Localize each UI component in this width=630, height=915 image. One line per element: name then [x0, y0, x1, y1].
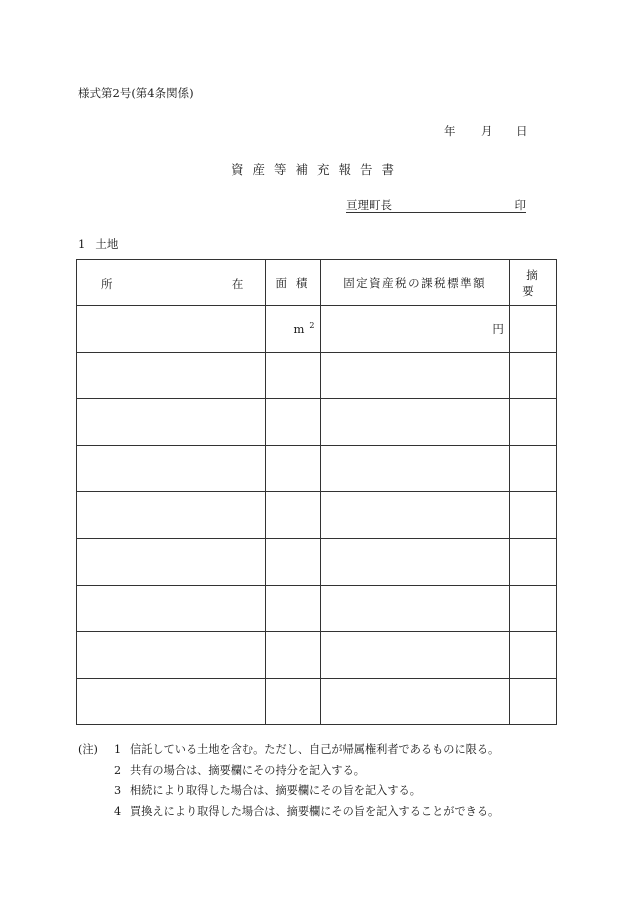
- table-row: [77, 538, 557, 585]
- table-row: [77, 306, 557, 353]
- area-cell[interactable]: [266, 538, 320, 585]
- form-number: 様式第2号(第4条関係): [78, 86, 194, 100]
- area-cell[interactable]: [266, 445, 320, 492]
- tax-base-cell[interactable]: [320, 585, 509, 632]
- area-cell[interactable]: [266, 632, 320, 679]
- note-text: 信託している土地を含む。ただし、自己が帰属権利者であるものに限る。: [130, 743, 500, 756]
- document-title: 資産等補充報告書: [230, 162, 403, 177]
- note-cell[interactable]: [509, 538, 556, 585]
- header-location: [77, 260, 266, 306]
- tax-base-cell[interactable]: [320, 445, 509, 492]
- area-cell[interactable]: [266, 352, 320, 399]
- area-unit: [294, 322, 315, 336]
- note-cell[interactable]: [509, 352, 556, 399]
- table-row: [77, 585, 557, 632]
- location-cell[interactable]: [77, 538, 266, 585]
- location-cell[interactable]: [77, 678, 266, 725]
- tax-base-cell[interactable]: [320, 352, 509, 399]
- header-area: [266, 260, 320, 306]
- tax-base-unit: 円: [492, 321, 504, 336]
- area-cell[interactable]: [266, 492, 320, 539]
- table-row: [77, 678, 557, 725]
- table-row: [77, 492, 557, 539]
- header-note: [509, 260, 556, 306]
- note-item: [78, 740, 499, 761]
- location-cell[interactable]: [77, 306, 266, 353]
- note-text: 相続により取得した場合は、摘要欄にその旨を記入する。: [130, 784, 421, 797]
- section-number: 1: [78, 237, 86, 251]
- location-cell[interactable]: [77, 352, 266, 399]
- tax-base-cell[interactable]: [320, 538, 509, 585]
- header-location-a: 所: [101, 277, 113, 291]
- tax-base-cell[interactable]: [320, 492, 509, 539]
- header-area-label: 面積: [275, 275, 317, 290]
- table-row: [77, 632, 557, 679]
- note-cell[interactable]: [509, 678, 556, 725]
- area-cell[interactable]: [266, 678, 320, 725]
- note-cell[interactable]: [509, 632, 556, 679]
- header-note-label: 摘要: [522, 267, 548, 298]
- area-unit-sup: 2: [309, 321, 315, 331]
- header-tax-base: [320, 260, 509, 306]
- seal-mark: 印: [514, 198, 526, 212]
- header-tax-base-label: 固定資産税の課税標準額: [343, 275, 487, 290]
- date-line: [444, 123, 528, 139]
- location-cell[interactable]: [77, 399, 266, 446]
- note-cell[interactable]: [509, 585, 556, 632]
- note-number: 4: [114, 804, 122, 818]
- notes-label: (注): [78, 743, 98, 756]
- note-text: 買換えにより取得した場合は、摘要欄にその旨を記入することができる。: [130, 804, 500, 818]
- land-table: [76, 259, 557, 725]
- note-item: [78, 802, 499, 823]
- tax-base-cell[interactable]: [320, 632, 509, 679]
- location-cell[interactable]: [77, 632, 266, 679]
- section-label: 土地: [95, 237, 119, 251]
- location-cell[interactable]: [77, 585, 266, 632]
- table-header-row: [77, 260, 557, 306]
- note-cell[interactable]: [509, 492, 556, 539]
- note-item: [78, 761, 499, 782]
- note-cell[interactable]: [509, 399, 556, 446]
- note-cell[interactable]: [509, 445, 556, 492]
- notes-section: [78, 740, 499, 822]
- area-unit-base: m: [293, 322, 305, 337]
- table-row: [77, 445, 557, 492]
- table-row: [77, 399, 557, 446]
- section-heading: [78, 236, 118, 252]
- addressee-name: 亘理町長: [346, 198, 392, 212]
- area-cell[interactable]: [266, 585, 320, 632]
- area-cell[interactable]: [266, 399, 320, 446]
- tax-base-cell[interactable]: [320, 399, 509, 446]
- date-month-label: 月: [481, 124, 493, 138]
- tax-base-cell[interactable]: [320, 678, 509, 725]
- header-location-b: 在: [231, 277, 244, 291]
- note-number: 3: [114, 784, 122, 797]
- note-cell[interactable]: [509, 306, 556, 353]
- note-item: [78, 781, 499, 802]
- tax-base-cell[interactable]: [320, 306, 509, 353]
- area-cell[interactable]: [266, 306, 320, 353]
- table-row: [77, 352, 557, 399]
- note-number: 2: [114, 763, 122, 777]
- location-cell[interactable]: [77, 492, 266, 539]
- note-text: 共有の場合は、摘要欄にその持分を記入する。: [130, 763, 365, 777]
- date-day-label: 日: [516, 124, 528, 138]
- note-number: 1: [114, 743, 122, 756]
- date-year-label: 年: [444, 124, 456, 138]
- addressee-line: [346, 197, 526, 213]
- location-cell[interactable]: [77, 445, 266, 492]
